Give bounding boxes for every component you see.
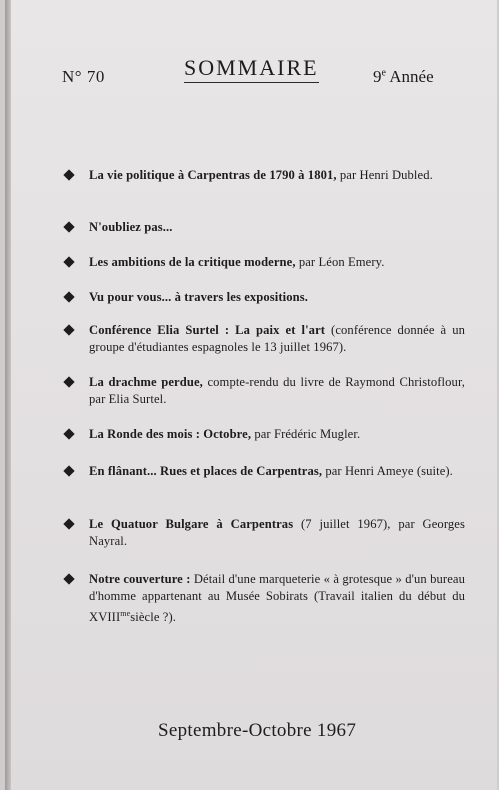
contents-item <box>65 516 465 550</box>
item-details: par Frédéric Mugler. <box>251 427 361 441</box>
contents-item <box>65 289 465 306</box>
item-details-end: siècle ?). <box>130 610 177 625</box>
contents-item <box>65 374 465 408</box>
page <box>5 0 497 790</box>
item-title: Vu pour vous... à travers les expositions. <box>89 290 309 304</box>
item-title: Le Quatuor Bulgare à Carpentras <box>89 517 294 531</box>
diamond-bullet-icon <box>63 256 74 267</box>
contents-item <box>65 219 465 236</box>
diamond-bullet-icon <box>63 518 74 529</box>
item-details: (conférence donnée à un groupe d'étudiantes espagnoles le 13 juillet 1967). <box>89 323 465 354</box>
item-details: compte-rendu du livre de Raymond Christoflour, par Elia Surtel. <box>89 375 465 406</box>
superscript: me <box>120 609 131 618</box>
item-title: Conférence Elia Surtel : La paix et l'art <box>89 323 326 337</box>
diamond-bullet-icon <box>63 465 74 476</box>
header <box>5 55 499 95</box>
issue-number: N° 70 <box>62 67 105 86</box>
item-details: par Léon Emery. <box>295 255 385 269</box>
contents-item <box>65 167 465 184</box>
contents-item <box>65 571 465 626</box>
item-title: Notre couverture : <box>89 572 191 586</box>
item-title: N'oubliez pas... <box>89 220 173 234</box>
diamond-bullet-icon <box>63 428 74 439</box>
item-title: La drachme perdue, <box>89 375 203 389</box>
year-label: 9e Année <box>373 67 434 86</box>
page-title: SOMMAIRE <box>184 55 319 83</box>
diamond-bullet-icon <box>63 169 74 180</box>
item-title: En flânant... Rues et places de Carpentras, <box>89 464 323 478</box>
contents-item <box>65 322 465 356</box>
item-title: La Ronde des mois : Octobre, <box>89 427 252 441</box>
diamond-bullet-icon <box>63 324 74 335</box>
item-title: Les ambitions de la critique moderne, <box>89 255 296 269</box>
item-details: par Henri Dubled. <box>336 168 433 182</box>
contents-item <box>65 254 465 271</box>
diamond-bullet-icon <box>63 221 74 232</box>
diamond-bullet-icon <box>63 376 74 387</box>
item-details: par Henri Ameye (suite). <box>322 464 453 478</box>
issue-date: Septembre-Octobre 1967 <box>158 720 357 741</box>
contents-item <box>65 426 465 443</box>
item-details: Détail d'une marqueterie « à grotesque » d'un bureau d'homme appartenant au Musée Sobirats (Travail italien du début du XVIII <box>89 572 465 625</box>
diamond-bullet-icon <box>63 291 74 302</box>
page-edge-shadow <box>5 0 11 790</box>
diamond-bullet-icon <box>63 573 74 584</box>
contents-item <box>65 463 465 480</box>
item-details: (7 juillet 1967), par Georges Nayral. <box>89 517 465 548</box>
item-title: La vie politique à Carpentras de 1790 à 1801, <box>89 168 337 182</box>
